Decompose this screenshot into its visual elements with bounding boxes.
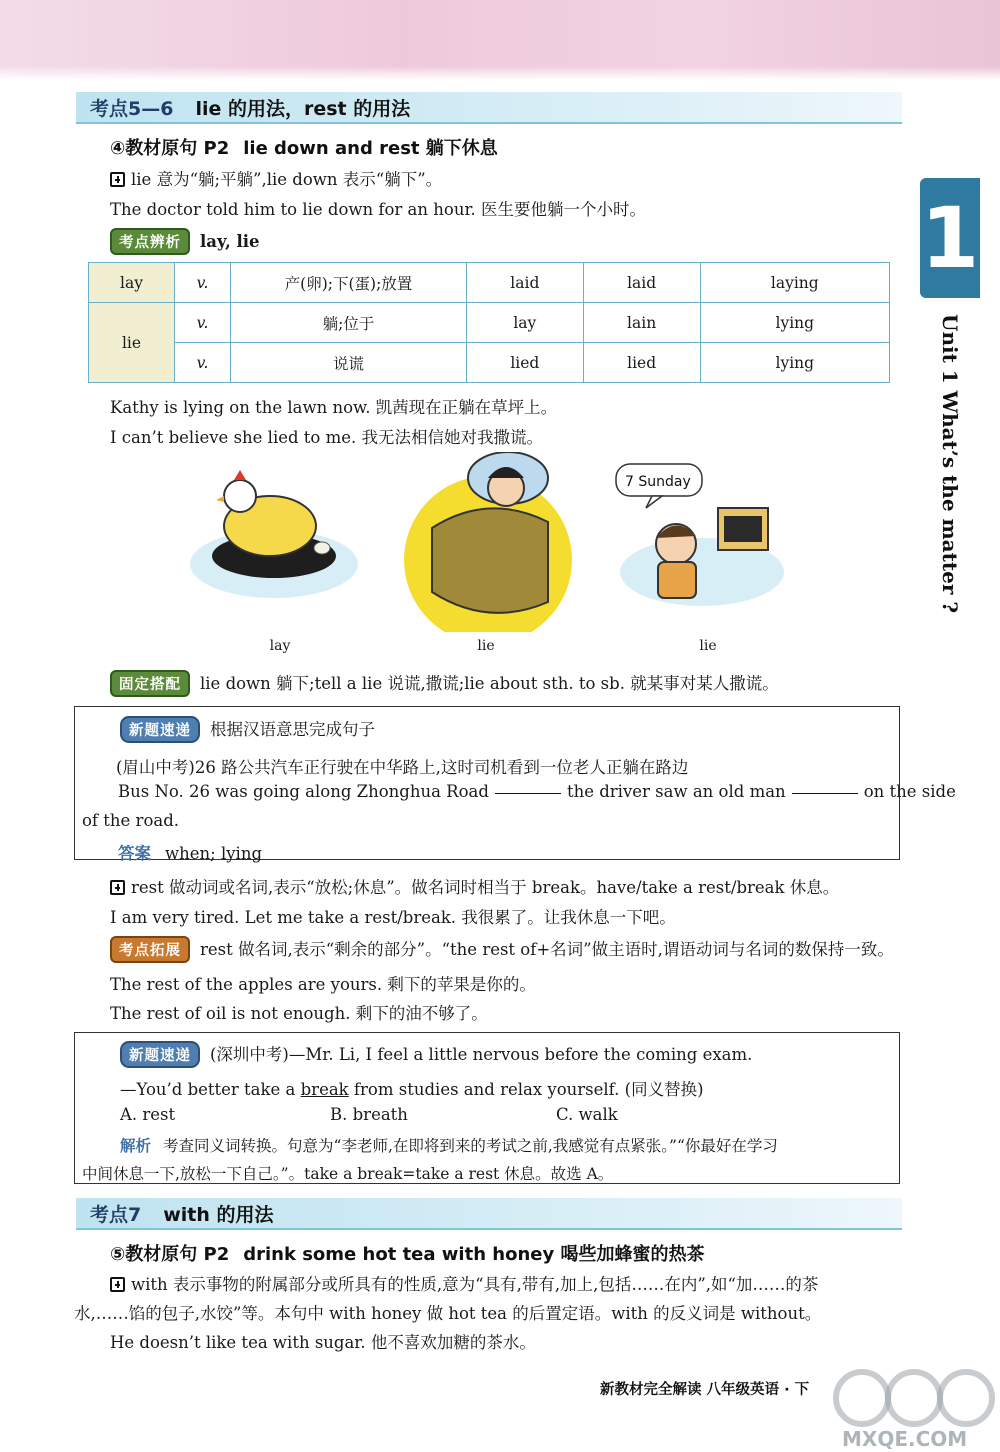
box1-chinese-prompt: (眉山中考)26 路公共汽车正行驶在中华路上,这时司机看到一位老人正躺在路边 bbox=[116, 758, 689, 777]
box2-option-a: A. rest bbox=[120, 1105, 176, 1124]
caption-lie-2: lie bbox=[699, 638, 717, 654]
example-lie-down: The doctor told him to lie down for an hour. 医生要他躺一个小时。 bbox=[110, 200, 647, 219]
caption-lay: lay bbox=[269, 638, 291, 654]
example-with-sugar: He doesn’t like tea with sugar. 他不喜欢加糖的茶水。 bbox=[110, 1333, 536, 1352]
hen-laying-egg-illustration bbox=[184, 452, 364, 612]
section-header-7: 考点7 with 的用法 bbox=[76, 1198, 902, 1230]
example-lied: I can’t believe she lied to me. 我无法相信她对我撒谎。 bbox=[110, 428, 544, 447]
box1-english-sentence-end: of the road. bbox=[82, 811, 180, 830]
table-row: lay v. 产(卵);下(蛋);放置 laid laid laying bbox=[89, 263, 890, 303]
unit-title-vertical: Unit 1 What’s the matter ? bbox=[938, 314, 962, 614]
example-kathy: Kathy is lying on the lawn now. 凯茜现在正躺在草坪上。 bbox=[110, 398, 558, 417]
explanation-with: with 表示事物的附属部分或所具有的性质,意为“具有,带有,加上,包括……在内”,如“加……的茶 bbox=[110, 1271, 818, 1295]
answer-blank-2 bbox=[792, 793, 858, 794]
caption-lie-1: lie bbox=[477, 638, 495, 654]
box2-question-line1: 新题速递 (深圳中考)—Mr. Li, I feel a little nervous before the coming exam. bbox=[120, 1041, 752, 1068]
box1-english-sentence: Bus No. 26 was going along Zhonghua Road the driver saw an old man on the side bbox=[118, 782, 956, 801]
example-rest-apples: The rest of the apples are yours. 剩下的苹果是你的。 bbox=[110, 975, 536, 994]
box2-option-c: C. walk bbox=[556, 1105, 618, 1124]
plus-icon bbox=[110, 172, 125, 187]
explanation-rest: rest 做动词或名词,表示“放松;休息”。做名词时相当于 break。have/take a rest/break 休息。 bbox=[110, 874, 839, 898]
analysis-heading: 考点辨析 lay, lie bbox=[110, 228, 260, 255]
box1-heading: 新题速递 根据汉语意思完成句子 bbox=[120, 716, 375, 743]
svg-text:MXQE.COM: MXQE.COM bbox=[842, 1427, 968, 1451]
section-header-5-6: 考点5—6 lie 的用法，rest 的用法 bbox=[76, 92, 902, 124]
textbook-original-sentence-4: ④教材原句 P2 lie down and rest 躺下休息 bbox=[110, 138, 498, 159]
table-row: v. 说谎 lied lied lying bbox=[89, 343, 890, 383]
table-head-lie: lie bbox=[89, 303, 175, 383]
table-head-lay: lay bbox=[89, 263, 175, 303]
plus-icon bbox=[110, 1277, 125, 1292]
example-rest-oil: The rest of oil is not enough. 剩下的油不够了。 bbox=[110, 1004, 488, 1023]
plus-icon bbox=[110, 880, 125, 895]
fixed-collocations: 固定搭配 lie down 躺下;tell a lie 说谎,撒谎;lie about sth. to sb. 就某事对某人撒谎。 bbox=[110, 670, 779, 697]
speech-bubble-text: 7 Sunday bbox=[625, 474, 691, 490]
box2-explanation-1: 解析 考查同义词转换。句意为“李老师,在即将到来的考试之前,我感觉有点紧张。”“你最好在学习 bbox=[120, 1137, 778, 1155]
unit-number-tab: 1 bbox=[920, 178, 980, 298]
textbook-original-sentence-5: ⑤教材原句 P2 drink some hot tea with honey 喝些加蜂蜜的热茶 bbox=[110, 1244, 705, 1265]
example-rest: I am very tired. Let me take a rest/break. 我很累了。让我休息一下吧。 bbox=[110, 908, 676, 927]
explanation-with-cont: 水,……馅的包子,水饺”等。本句中 with honey 做 hot tea 的后置定语。with 的反义词是 without。 bbox=[74, 1304, 822, 1323]
extension-rest: 考点拓展 rest 做名词,表示“剩余的部分”。“the rest of+名词”做主语时,谓语动词与名词的数保持一致。 bbox=[110, 936, 894, 963]
box1-answer: 答案 when; lying bbox=[118, 844, 263, 863]
box2-question-line2: —You’d better take a break from studies and relax yourself. (同义替换) bbox=[120, 1080, 704, 1099]
box2-explanation-2: 中间休息一下,放松一下自己。”。take a break=take a rest 休息。故选 A。 bbox=[82, 1165, 614, 1183]
lay-lie-table bbox=[88, 262, 890, 383]
watermark-logo bbox=[822, 1360, 1000, 1452]
boy-lying-in-bed-illustration bbox=[398, 452, 578, 632]
box2-option-b: B. breath bbox=[330, 1105, 408, 1124]
boy-telling-lie-illustration bbox=[612, 462, 792, 612]
explanation-lie: lie 意为“躺;平躺”,lie down 表示“躺下”。 bbox=[110, 166, 442, 190]
footer-book-title: 新教材完全解读 八年级英语 · 下 bbox=[600, 1382, 810, 1398]
answer-blank-1 bbox=[495, 793, 561, 794]
table-row: lie v. 躺;位于 lay lain lying bbox=[89, 303, 890, 343]
top-decorative-band bbox=[0, 0, 1000, 80]
